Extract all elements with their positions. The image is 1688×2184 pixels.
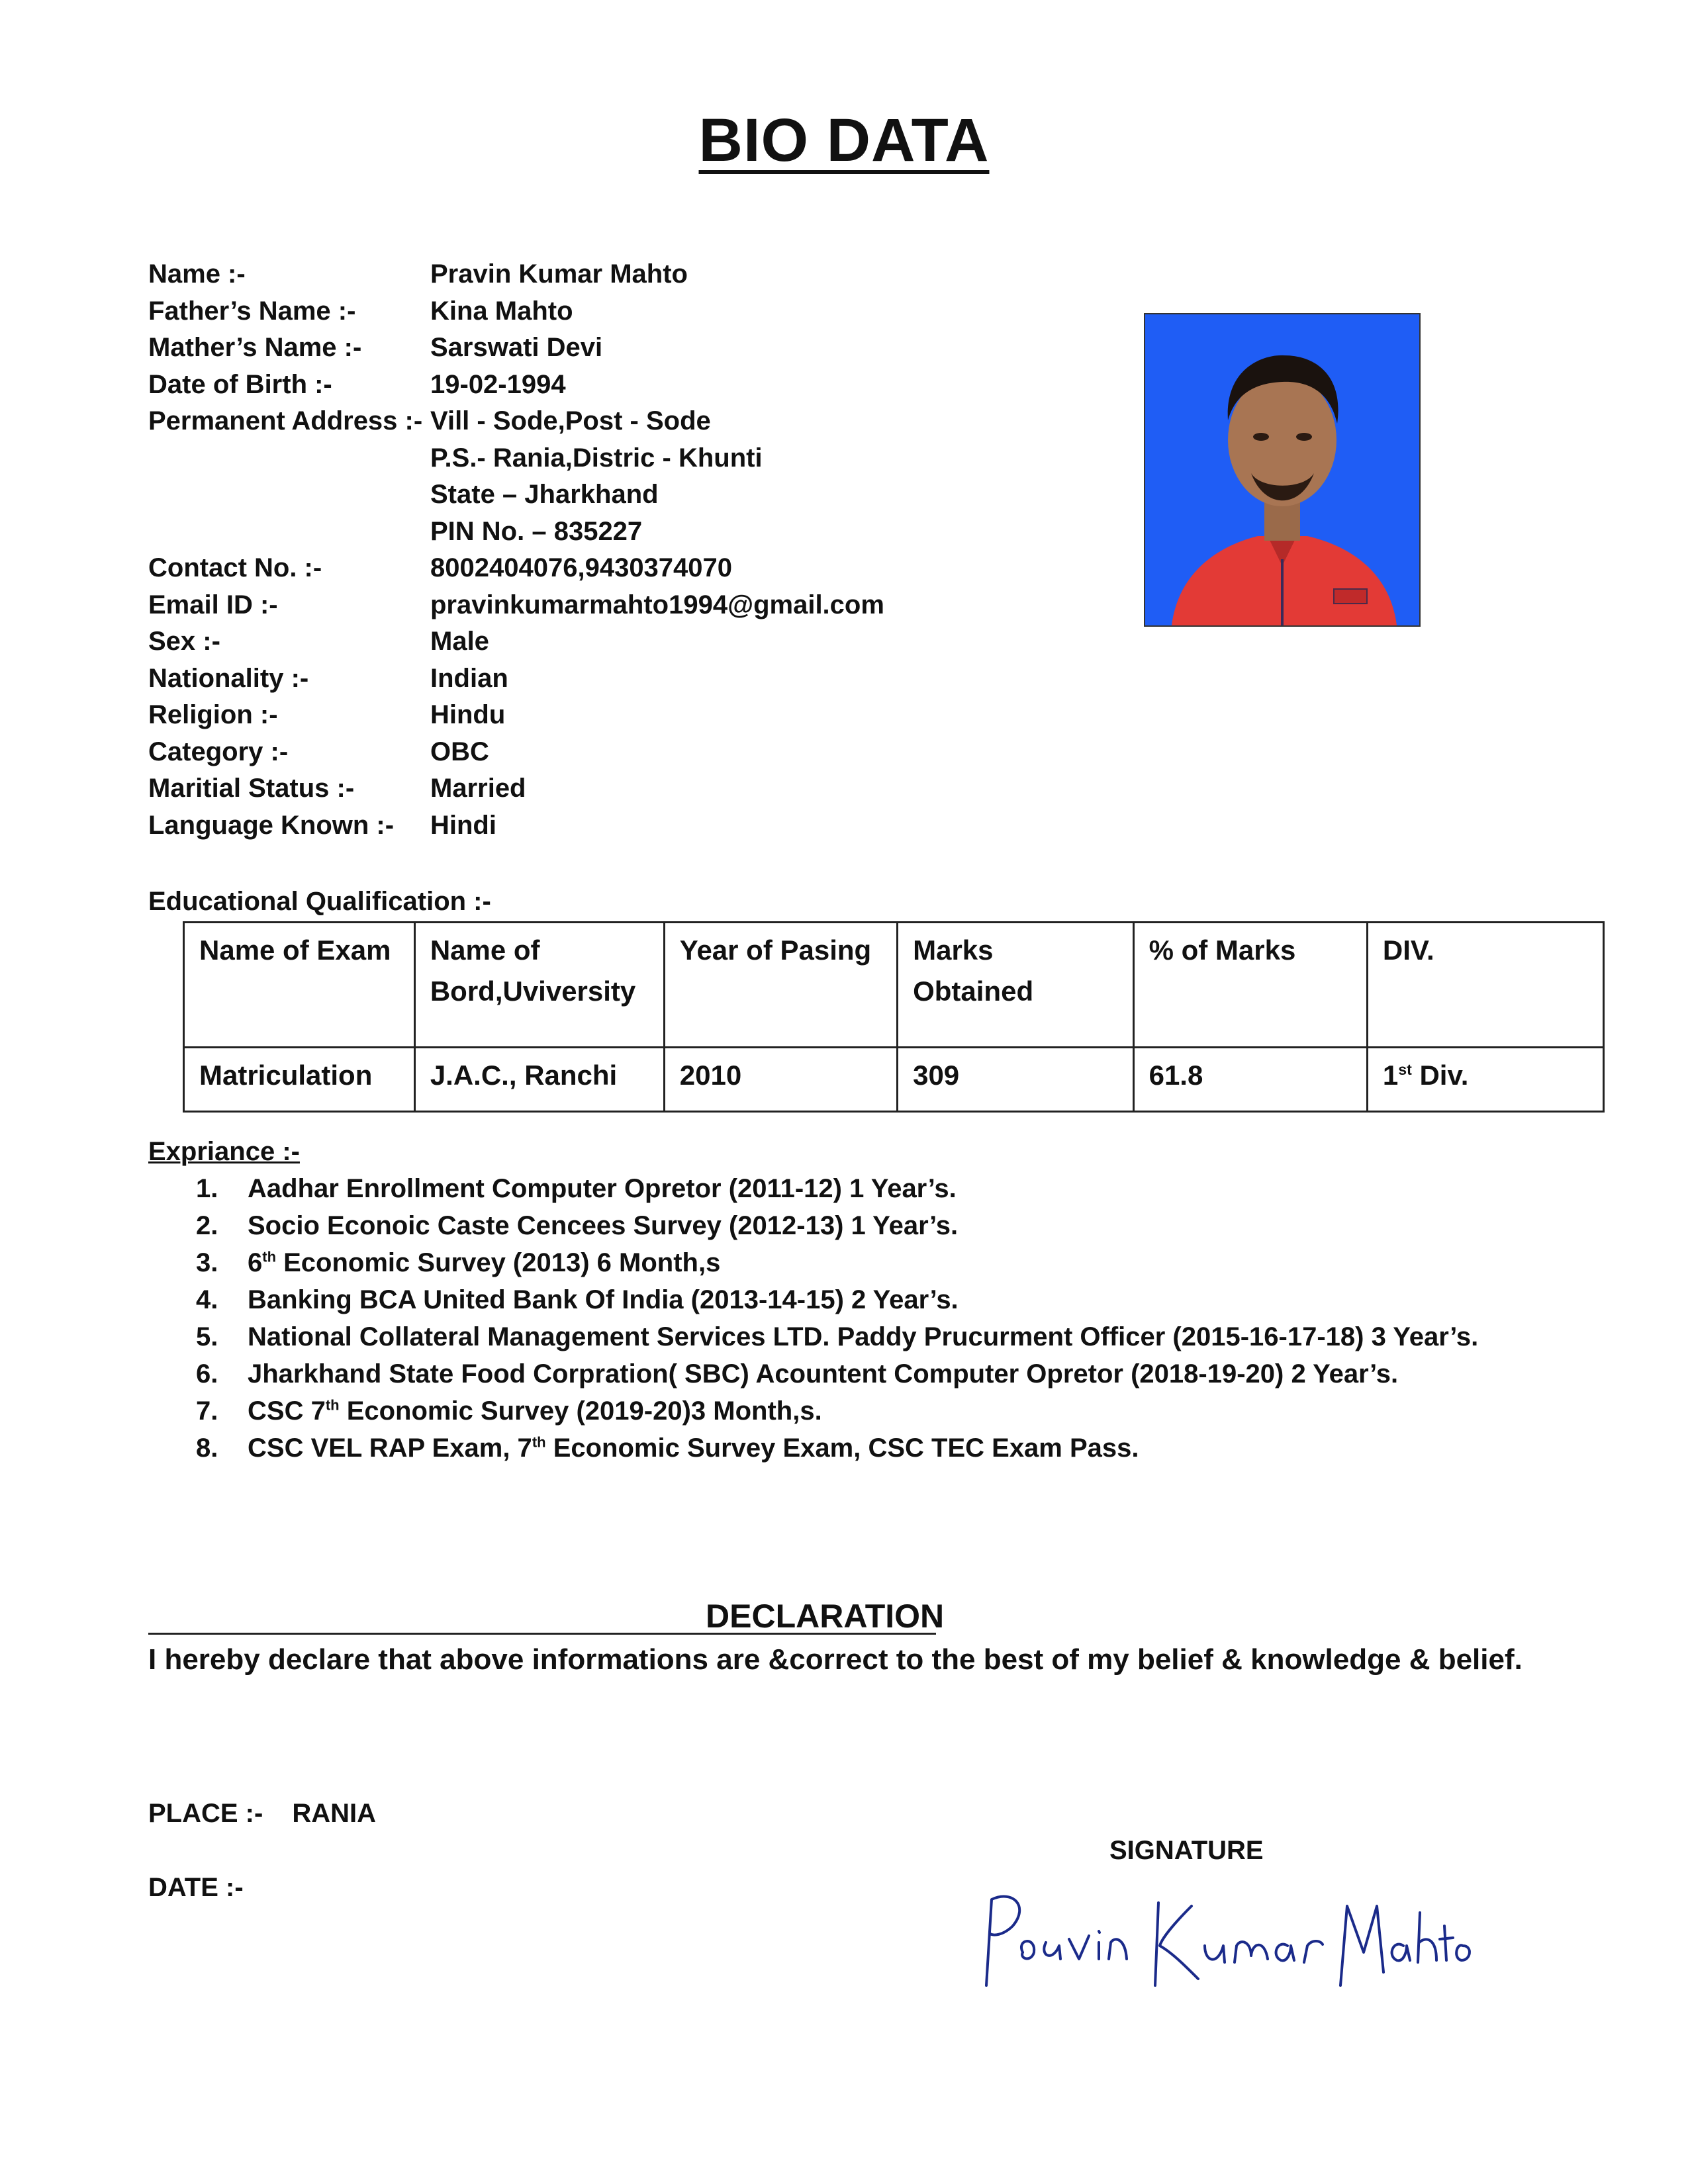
education-header-row — [184, 923, 1604, 1048]
experience-text-main: Banking BCA United Bank Of India (2013-14-15) 2 Year’s. — [248, 1285, 959, 1314]
personal-field-label: Contact No. :- — [148, 553, 322, 582]
experience-number: 4. — [196, 1285, 218, 1314]
personal-field-label: Mather’s Name :- — [148, 333, 362, 362]
experience-text-rest: Economic Survey (2019-20)3 Month,s. — [339, 1396, 822, 1426]
personal-field-label: Category :- — [148, 737, 289, 766]
profile-photo — [1144, 313, 1421, 627]
personal-field-label: Permanent Address :- — [148, 406, 423, 435]
experience-number: 3. — [196, 1248, 218, 1277]
personal-field-value: Male — [430, 627, 489, 656]
personal-field-label: Maritial Status :- — [148, 774, 355, 803]
experience-text-main: CSC 7 — [248, 1396, 326, 1426]
division-suffix: Div. — [1411, 1060, 1469, 1091]
personal-field-label: Email ID :- — [148, 590, 278, 619]
personal-field-value: P.S.- Rania,Distric - Khunti — [430, 443, 763, 473]
personal-field-value: 19-02-1994 — [430, 369, 566, 399]
percent-cell: 61.8 — [1133, 1048, 1367, 1112]
experience-text-main: National Collateral Management Services LTD. Paddy Prucurment Officer (2015-16-17-18) 3 Year’s. — [248, 1322, 1479, 1351]
personal-field-value: pravinkumarmahto1994@gmail.com — [430, 590, 884, 619]
personal-field-value: OBC — [430, 737, 489, 766]
experience-text-main: Jharkhand State Food Corpration( SBC) Acountent Computer Opretor (2018-19-20) 2 Year’s. — [248, 1359, 1399, 1388]
experience-text-main: 6 — [248, 1248, 263, 1277]
document-title: BIO DATA — [698, 107, 990, 174]
experience-text — [248, 1430, 1139, 1467]
experience-text-main: Aadhar Enrollment Computer Opretor (2011-12) 1 Year’s. — [248, 1174, 957, 1203]
experience-number: 1. — [196, 1174, 218, 1203]
experience-text — [248, 1318, 1478, 1355]
document-title-wrap — [0, 106, 1688, 175]
experience-ordinal-sup: th — [262, 1248, 277, 1265]
personal-field-value: Pravin Kumar Mahto — [430, 259, 688, 289]
personal-field-value: PIN No. – 835227 — [430, 516, 643, 546]
experience-label: Expriance :- — [148, 1137, 300, 1166]
declaration-title: DECLARATION — [706, 1598, 945, 1635]
experience-text-rest: Economic Survey (2013) 6 Month,s — [276, 1248, 721, 1277]
place-value: RANIA — [292, 1799, 376, 1828]
personal-field-value: Hindi — [430, 810, 496, 840]
personal-field-value: Kina Mahto — [430, 296, 573, 326]
signature-label: SIGNATURE — [1109, 1836, 1264, 1865]
personal-field-label: Date of Birth :- — [148, 369, 332, 399]
experience-ordinal-sup: th — [532, 1433, 546, 1451]
header-cell: Name of Exam — [184, 923, 415, 1048]
experience-text — [248, 1170, 957, 1207]
personal-field-value: 8002404076,9430374070 — [430, 553, 733, 582]
personal-field-label: Father’s Name :- — [148, 296, 356, 326]
exam-cell: Matriculation — [184, 1048, 415, 1112]
profile-photo-image — [1145, 314, 1419, 625]
division-number: 1 — [1382, 1060, 1399, 1091]
personal-field-value: Vill - Sode,Post - Sode — [430, 406, 711, 435]
handwritten-signature — [973, 1873, 1476, 1999]
personal-field-label: Sex :- — [148, 627, 220, 656]
date-label: DATE :- — [148, 1873, 244, 1902]
personal-field-value: Sarswati Devi — [430, 333, 603, 362]
experience-number: 6. — [196, 1359, 218, 1388]
education-row — [184, 1048, 1604, 1112]
experience-number: 7. — [196, 1396, 218, 1426]
personal-field-value: State – Jharkhand — [430, 480, 659, 509]
experience-text-main: Socio Econoic Caste Cencees Survey (2012-13) 1 Year’s. — [248, 1211, 959, 1240]
personal-field-label: Name :- — [148, 259, 246, 289]
year-cell: 2010 — [664, 1048, 897, 1112]
header-cell: Marks Obtained — [898, 923, 1134, 1048]
personal-field-value: Hindu — [430, 700, 506, 729]
header-cell: Year of Pasing — [664, 923, 897, 1048]
experience-number: 5. — [196, 1322, 218, 1351]
education-table — [183, 921, 1605, 1113]
division-suffix-sup: st — [1398, 1061, 1412, 1078]
experience-text-main: CSC VEL RAP Exam, 7 — [248, 1433, 532, 1463]
personal-field-label: Nationality :- — [148, 663, 309, 693]
experience-text-rest: Economic Survey Exam, CSC TEC Exam Pass. — [545, 1433, 1139, 1463]
personal-field-value: Indian — [430, 663, 508, 693]
experience-text — [248, 1355, 1398, 1392]
experience-text — [248, 1244, 720, 1281]
date-line — [148, 1869, 244, 1906]
education-label: Educational Qualification :- — [148, 887, 491, 916]
experience-text — [248, 1281, 959, 1318]
header-cell: Name of Bord,Uviversity — [414, 923, 664, 1048]
place-label: PLACE :- — [148, 1799, 263, 1828]
board-cell: J.A.C., Ranchi — [414, 1048, 664, 1112]
experience-number: 2. — [196, 1211, 218, 1240]
place-line — [148, 1795, 376, 1832]
header-cell: DIV. — [1367, 923, 1603, 1048]
personal-field-value: Married — [430, 774, 526, 803]
experience-number: 8. — [196, 1433, 218, 1463]
experience-text — [248, 1392, 822, 1430]
header-cell: % of Marks — [1133, 923, 1367, 1048]
experience-ordinal-sup: th — [325, 1396, 340, 1414]
division-cell — [1367, 1048, 1603, 1112]
personal-field-label: Religion :- — [148, 700, 278, 729]
declaration-text: I hereby declare that above informations are &correct to the best of my belief & knowledge & belief. — [148, 1643, 1523, 1676]
personal-field-label: Language Known :- — [148, 810, 395, 840]
experience-text — [248, 1207, 958, 1244]
marks-cell: 309 — [898, 1048, 1134, 1112]
